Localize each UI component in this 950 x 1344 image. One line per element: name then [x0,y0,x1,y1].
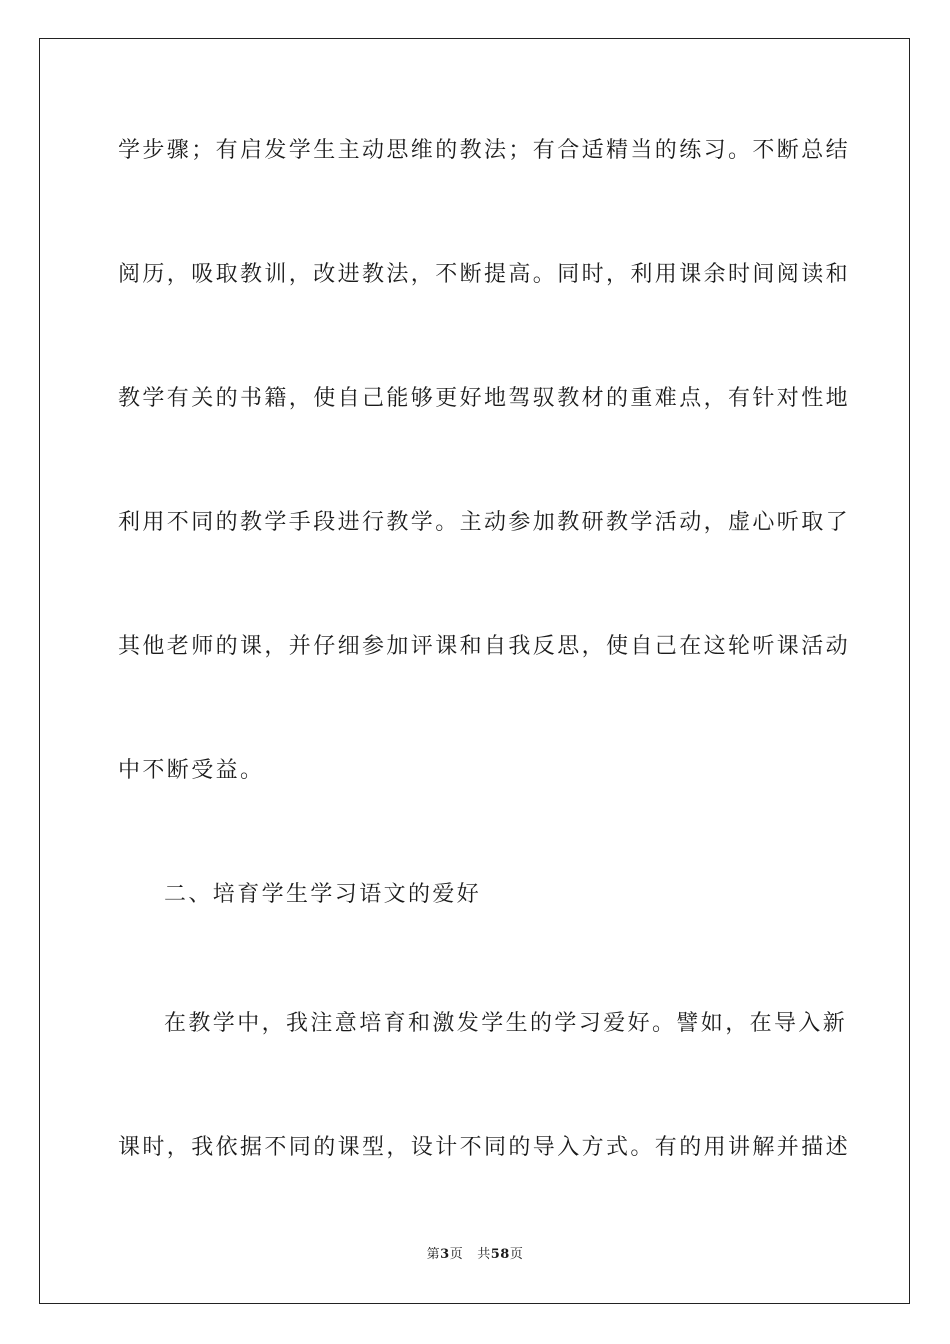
page-number: 3 [440,1247,450,1262]
page-prefix: 第 [426,1247,441,1262]
page-suffix: 页 [449,1247,464,1262]
total-prefix: 共 [477,1247,491,1262]
body-line-2: 阅历，吸取教训，改进教法，不断提高。同时，利用课余时间阅读和 [118,262,851,287]
body-line-8: 在教学中，我注意培育和激发学生的学习爱好。譬如，在导入新 [164,1011,848,1036]
section-heading: 二、培育学生学习语文的爱好 [164,882,482,907]
total-pages: 58 [490,1247,510,1262]
body-line-1: 学步骤；有启发学生主动思维的教法；有合适精当的练习。不断总结 [118,138,851,163]
body-line-6: 中不断受益。 [118,758,265,783]
total-suffix: 页 [509,1247,524,1262]
page-border [39,38,910,1304]
body-line-3: 教学有关的书籍，使自己能够更好地驾驭教材的重难点，有针对性地 [118,386,851,411]
body-line-9: 课时，我依据不同的课型，设计不同的导入方式。有的用讲解并描述 [118,1135,851,1160]
body-line-4: 利用不同的教学手段进行教学。主动参加教研教学活动，虚心听取了 [118,510,851,535]
body-line-5: 其他老师的课，并仔细参加评课和自我反思，使自己在这轮听课活动 [118,634,851,659]
page-footer [0,1246,950,1264]
